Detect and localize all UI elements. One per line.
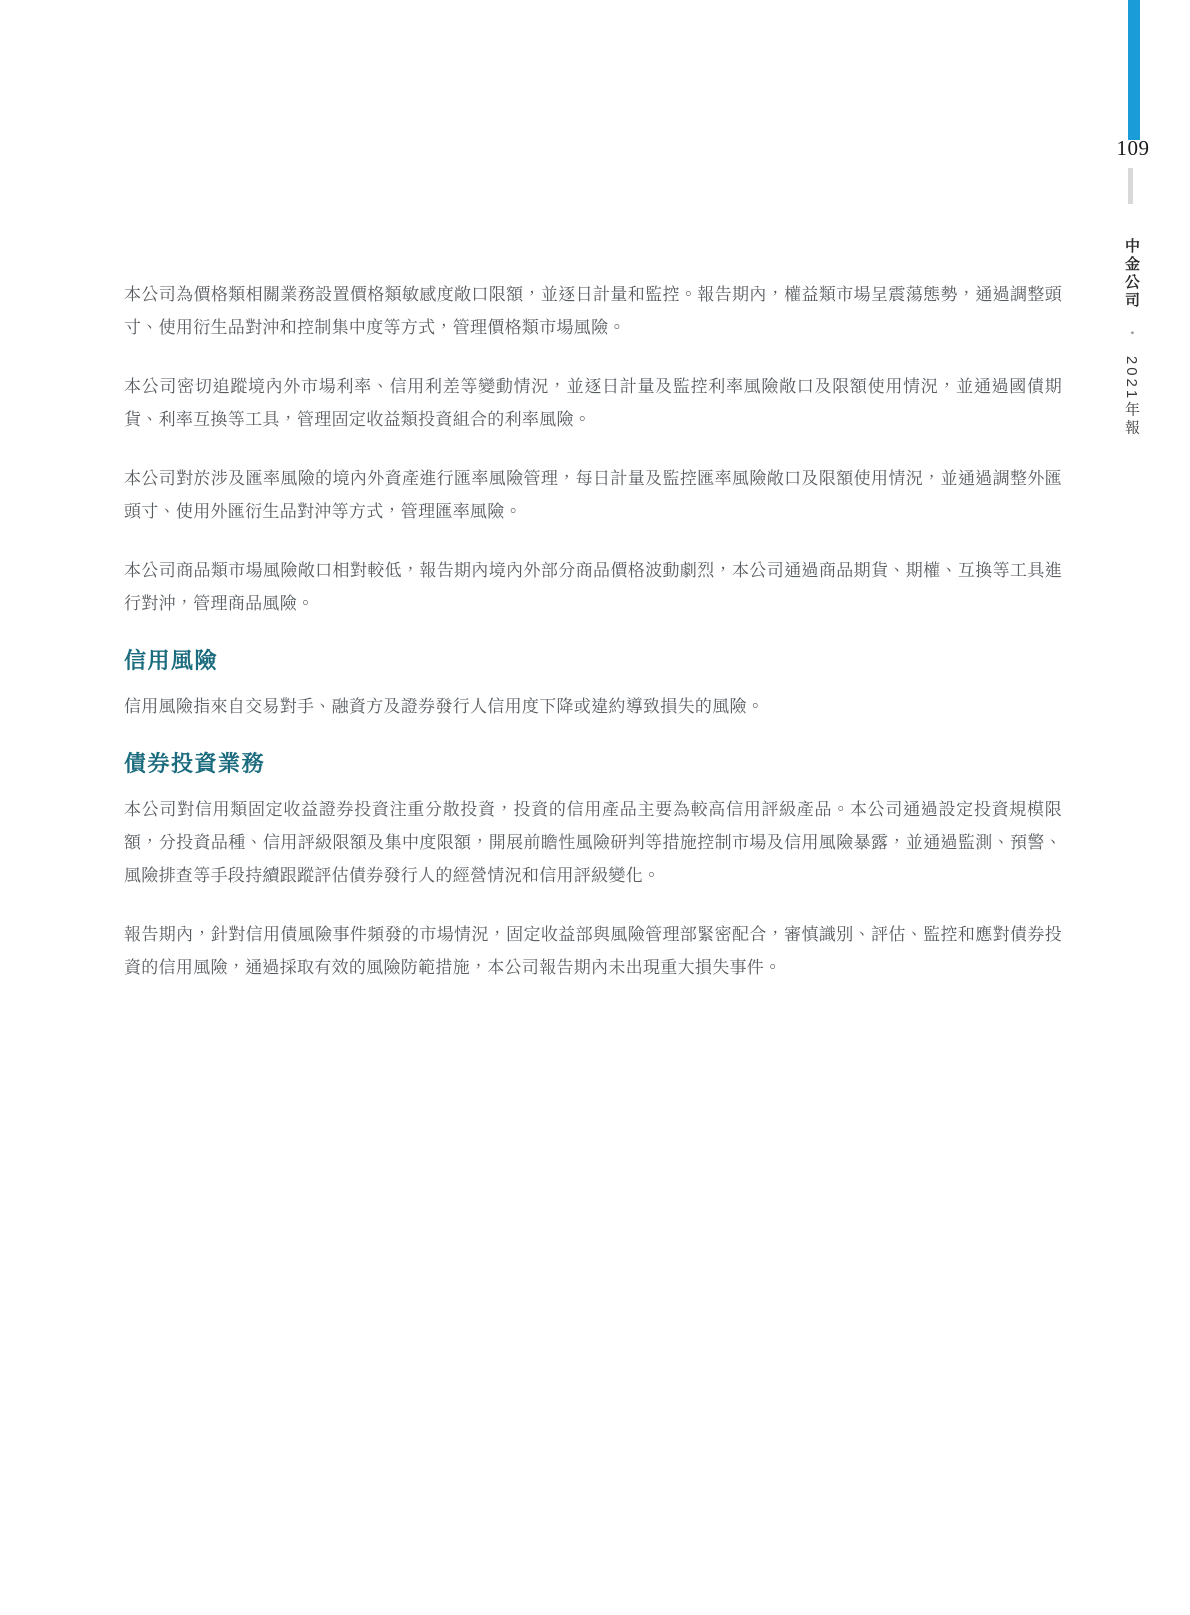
paragraph-bond-investment-report-period: 報告期內，針對信用債風險事件頻發的市場情況，固定收益部與風險管理部緊密配合，審慎識別、評估、監控和應對債券投資的信用風險，通過採取有效的風險防範措施，本公司報告期內未出現重大損失事件。	[124, 925, 1062, 977]
paragraph-credit-risk-definition: 信用風險指來自交易對手、融資方及證券發行人信用度下降或違約導致損失的風險。	[124, 697, 765, 716]
paragraph-price-risk: 本公司為價格類相關業務設置價格類敏感度敞口限額，並逐日計量和監控。報告期內，權益類市場呈震蕩態勢，通過調整頭寸、使用衍生品對沖和控制集中度等方式，管理價格類市場風險。	[124, 285, 1062, 337]
paragraph-commodity-risk: 本公司商品類市場風險敞口相對較低，報告期內境內外部分商品價格波動劇烈，本公司通過商品期貨、期權、互換等工具進行對沖，管理商品風險。	[124, 561, 1062, 613]
side-caption-edition: 2021年報	[1123, 355, 1140, 438]
body-text-column	[124, 278, 1062, 984]
accent-bar	[1128, 0, 1140, 140]
section-heading-credit-risk: 信用風險	[124, 648, 219, 673]
side-caption	[1120, 238, 1142, 498]
section-heading-bond-investment: 債券投資業務	[124, 751, 266, 776]
page-number-rule	[1128, 168, 1133, 204]
paragraph-interest-rate-risk: 本公司密切追蹤境內外市場利率、信用利差等變動情況，並逐日計量及監控利率風險敞口及限額使用情況，並通過國債期貨、利率互換等工具，管理固定收益類投資組合的利率風險。	[124, 377, 1062, 429]
paragraph-bond-investment-controls: 本公司對信用類固定收益證券投資注重分散投資，投資的信用產品主要為較高信用評級產品。本公司通過設定投資規模限額，分投資品種、信用評級限額及集中度限額，開展前瞻性風險研判等措施控制市場及信用風險暴露，並通過監測、預警、風險排查等手段持續跟蹤評估債券發行人的經營情況和信用評級變化。	[124, 800, 1062, 885]
paragraph-fx-risk: 本公司對於涉及匯率風險的境內外資產進行匯率風險管理，每日計量及監控匯率風險敞口及限額使用情況，並通過調整外匯頭寸、使用外匯衍生品對沖等方式，管理匯率風險。	[124, 469, 1062, 521]
page-number: 109	[1116, 136, 1150, 160]
side-caption-brand: 中金公司	[1123, 238, 1140, 310]
bullet-separator-icon: •	[1126, 331, 1137, 335]
